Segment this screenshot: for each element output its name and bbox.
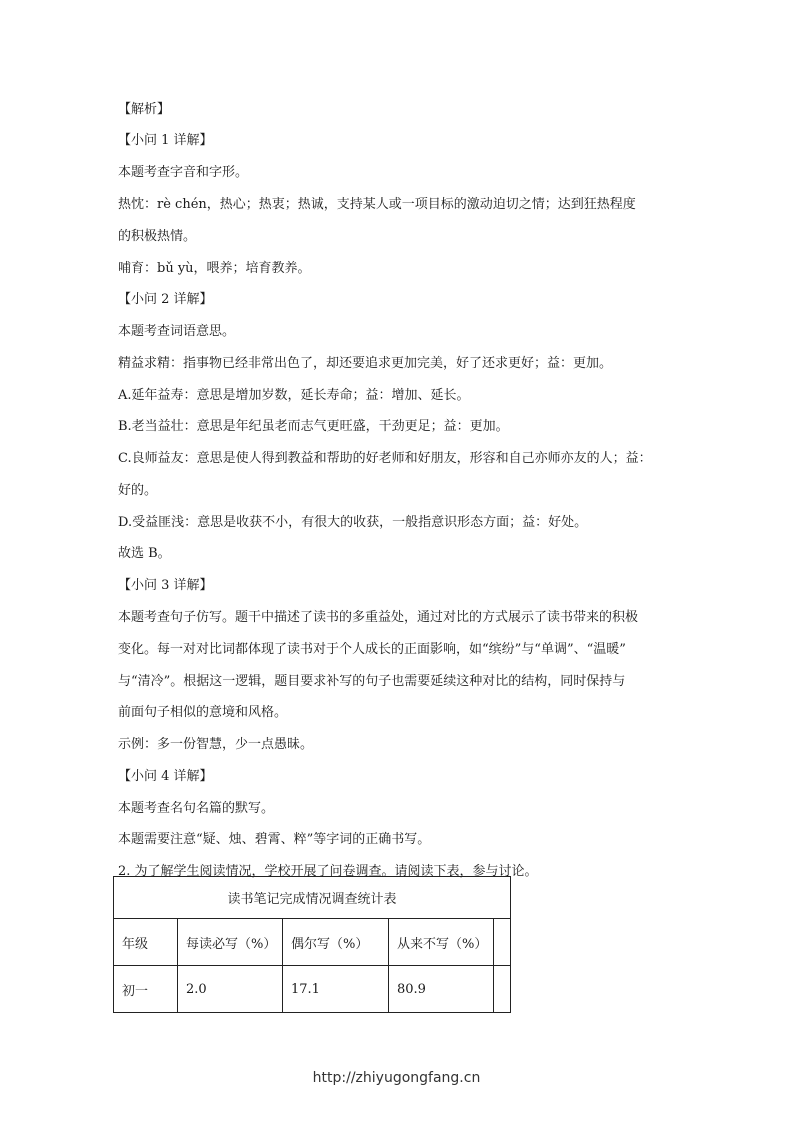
table-header-cell xyxy=(494,919,511,966)
table-cell: 2.0 xyxy=(178,966,283,1013)
table-title: 读书笔记完成情况调查统计表 xyxy=(114,877,511,919)
text-line: D.受益匪浅：意思是收获不小，有很大的收获，一般指意识形态方面；益：好处。 xyxy=(118,515,588,530)
text-line: 前面句子相似的意境和风格。 xyxy=(118,705,288,720)
text-line: 变化。每一对对比词都体现了读书对于个人成长的正面影响，如“缤纷”与“单调”、“温暖” xyxy=(118,642,626,657)
footer-url: http://zhiyugongfang.cn xyxy=(312,1070,481,1086)
text-line: B.老当益壮：意思是年纪虽老而志气更旺盛，干劲更足；益：更加。 xyxy=(118,419,509,434)
text-line: 2. 为了解学生阅读情况，学校开展了问卷调查。请阅读下表，参与讨论。 xyxy=(118,864,538,879)
text-line: 精益求精：指事物已经非常出色了，却还要追求更加完美，好了还求更好；益：更加。 xyxy=(118,356,613,371)
table-cell xyxy=(494,966,511,1013)
survey-table-wrapper xyxy=(113,876,511,1013)
table-cell: 初一 xyxy=(114,966,178,1013)
table-header-cell: 每读必写（%） xyxy=(178,919,283,966)
table-cell: 17.1 xyxy=(283,966,389,1013)
text-line: 的积极热情。 xyxy=(118,229,197,244)
text-line: 与“清冷”。根据这一逻辑，题目要求补写的句子也需要延续这种对比的结构，同时保持与 xyxy=(118,674,626,689)
table-cell: 80.9 xyxy=(389,966,494,1013)
table-header-cell: 从来不写（%） xyxy=(389,919,494,966)
text-line: 【小问 2 详解】 xyxy=(118,292,213,307)
table-row xyxy=(114,966,511,1013)
text-line: 好的。 xyxy=(118,483,158,498)
text-line: 本题考查句子仿写。题干中描述了读书的多重益处，通过对比的方式展示了读书带来的积极 xyxy=(118,610,639,625)
table-title-row xyxy=(114,877,511,919)
text-line: 本题考查字音和字形。 xyxy=(118,165,249,180)
text-line: 本题考查名句名篇的默写。 xyxy=(118,801,275,816)
text-line: 示例：多一份智慧，少一点愚昧。 xyxy=(118,737,314,752)
table-header-cell: 年级 xyxy=(114,919,178,966)
text-line: 故选 B。 xyxy=(118,546,171,561)
text-line: C.良师益友：意思是使人得到教益和帮助的好老师和好朋友，形容和自己亦师亦友的人；益： xyxy=(118,451,652,466)
text-line: 【小问 1 详解】 xyxy=(118,133,213,148)
table-header-row xyxy=(114,919,511,966)
text-line: 【小问 3 详解】 xyxy=(118,578,213,593)
text-line: A.延年益寿：意思是增加岁数，延长寿命；益：增加、延长。 xyxy=(118,388,470,403)
text-line: 【解析】 xyxy=(118,102,171,117)
survey-table xyxy=(113,876,511,1013)
table-header-cell: 偶尔写（%） xyxy=(283,919,389,966)
text-line: 哺育：bǔ yù，喂养；培育教养。 xyxy=(118,261,311,276)
text-line: 【小问 4 详解】 xyxy=(118,769,213,784)
text-line: 本题需要注意“疑、烛、碧霄、粹”等字词的正确书写。 xyxy=(118,832,431,847)
text-line: 本题考查词语意思。 xyxy=(118,324,236,339)
text-line: 热忱：rè chén，热心；热衷；热诚，支持某人或一项目标的激动迫切之情；达到狂热程度 xyxy=(118,197,636,212)
